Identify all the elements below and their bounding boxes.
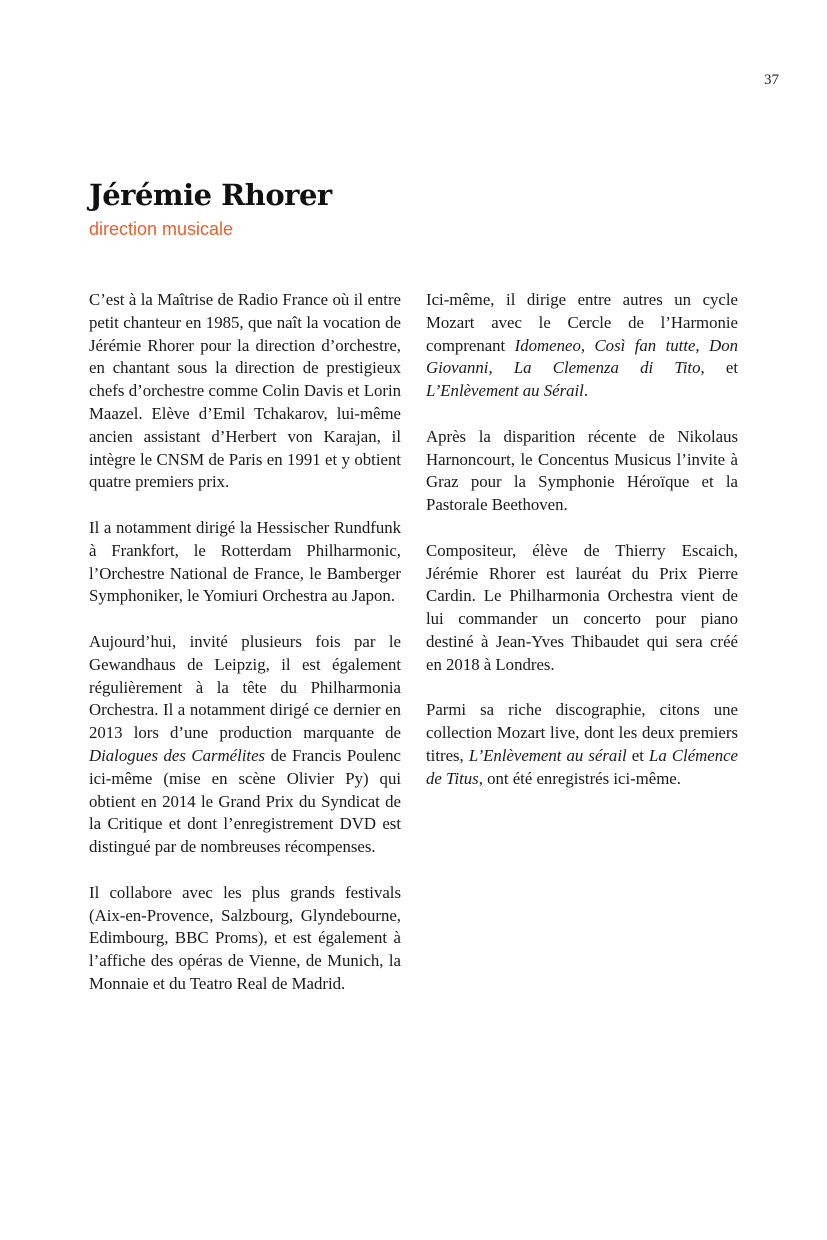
work-title: La Clémence de Titus [426,745,738,788]
paragraph-education: C’est à la Maîtrise de Radio France où il entre petit chanteur en 1985, que naît la vocation de Jérémie Rhorer pour la direction d’orchestre, en chantant sous la direction de prestigieux chefs d’orchestre comme Colin Davis et Lorin Maazel. Elève d’Emil Tchakarov, lui-même ancien assistant d’Herbert von Karajan, il intègre le CNSM de Paris en 1991 et y obtient quatre premiers prix. [89,290,401,492]
page-number: 37 [764,72,779,88]
work-title: L’Enlèvement au sérail [468,745,627,765]
text-column-right [426,289,738,791]
paragraph-harnoncourt: Après la disparition récente de Nikolaus Harnoncourt, le Concentus Musicus l’invite à Graz pour la Symphonie Héroïque et la Pastorale Beethoven. [426,426,738,515]
paragraph-mozart-cycle [426,289,738,403]
text-column-left [89,289,401,996]
paragraph-discography [426,699,738,790]
page-subtitle: direction musicale [89,219,234,239]
text-segment: Ici-même, il dirige entre autres un cycle Mozart avec le Cercle de l’Harmonie comprenant [426,290,738,355]
text-segment: , et [700,358,738,378]
paragraph-philharmonia [89,631,401,859]
paragraph-festivals: Il collabore avec les plus grands festivals (Aix-en-Provence, Salzbourg, Glyndebourne, Edimbourg, BBC Proms), et est également à l’affiche des opéras de Vienne, de Munich, la Monnaie et du Teatro Real de Madrid. [89,882,401,993]
paragraph-orchestras: Il a notamment dirigé la Hessischer Rundfunk à Frankfort, le Rotterdam Philharmonic, l’Orchestre National de France, le Bamberger Symphoniker, le Yomiuri Orchestra au Japon. [89,517,401,606]
page-title: Jérémie Rhorer [89,178,332,212]
text-segment: , ont été enregistrés ici-même. [478,768,681,788]
text-segment: Aujourd’hui, invité plusieurs fois par le Gewandhaus de Leipzig, il est également régulièrement à la tête du Philharmonia Orchestra. Il a notamment dirigé ce dernier en 2013 lors d’une production marquante de [89,631,401,743]
work-title: Idomeneo, Così fan tutte, Don Giovanni, La Clemenza di Tito [426,335,738,378]
text-segment: . [583,381,589,401]
text-segment: de Francis Poulenc ici-même (mise en scène Olivier Py) qui obtient en 2014 le Grand Prix du Syndicat de la Critique et dont l’enregistrement DVD est distingué par de nombreuses récompenses. [89,745,401,857]
work-title: L’Enlèvement au Sérail [426,381,584,401]
text-segment: et [626,745,649,765]
paragraph-composer: Compositeur, élève de Thierry Escaich, Jérémie Rhorer est lauréat du Prix Pierre Cardin. Le Philharmonia Orchestra vient de lui commander un concerto pour piano destiné à Jean-Yves Thibaudet qui sera créé en 2018 à Londres. [426,540,738,674]
text-segment: Parmi sa riche discographie, citons une collection Mozart live, dont les deux premiers titres, [426,700,738,765]
work-title: Dialogues des Carmélites [89,745,266,765]
